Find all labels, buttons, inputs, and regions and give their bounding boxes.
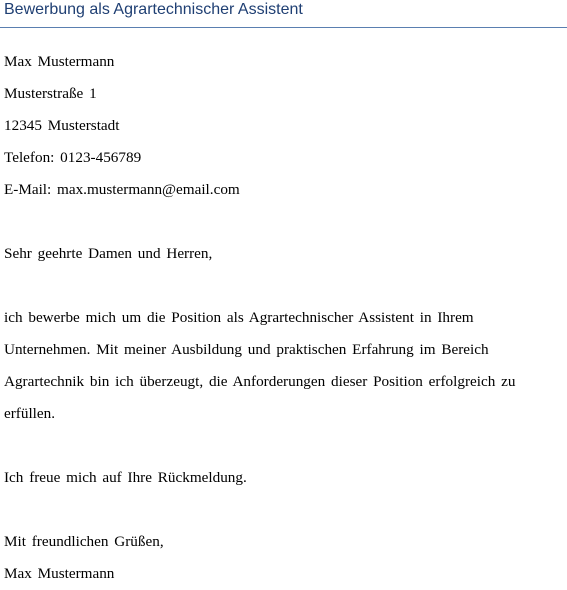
salutation: Sehr geehrte Damen und Herren, xyxy=(4,245,213,262)
body-line: erfüllen. xyxy=(4,405,56,422)
body-line: Unternehmen. Mit meiner Ausbildung und praktischen Erfahrung im Bereich xyxy=(4,341,489,358)
signature-name: Max Mustermann xyxy=(4,565,115,582)
document-header xyxy=(0,0,567,28)
body-paragraph xyxy=(4,302,559,430)
valediction: Mit freundlichen Grüßen, xyxy=(4,533,164,550)
sender-city: 12345 Musterstadt xyxy=(4,117,120,134)
body-line: ich bewerbe mich um die Position als Agrartechnischer Assistent in Ihrem xyxy=(4,309,474,326)
body-line: Agrartechnik bin ich überzeugt, die Anforderungen dieser Position erfolgreich zu xyxy=(4,373,516,390)
spacer xyxy=(4,206,559,238)
sender-email: E-Mail: max.mustermann@email.com xyxy=(4,181,240,198)
document-title: Bewerbung als Agrartechnischer Assistent xyxy=(4,1,303,18)
sender-address-block xyxy=(4,46,559,206)
spacer xyxy=(4,430,559,462)
sender-street: Musterstraße 1 xyxy=(4,85,97,102)
spacer xyxy=(4,270,559,302)
letter-body xyxy=(4,46,559,590)
sender-phone: Telefon: 0123-456789 xyxy=(4,149,142,166)
closing-sentence: Ich freue mich auf Ihre Rückmeldung. xyxy=(4,469,247,486)
spacer xyxy=(4,494,559,526)
sender-name: Max Mustermann xyxy=(4,53,115,70)
